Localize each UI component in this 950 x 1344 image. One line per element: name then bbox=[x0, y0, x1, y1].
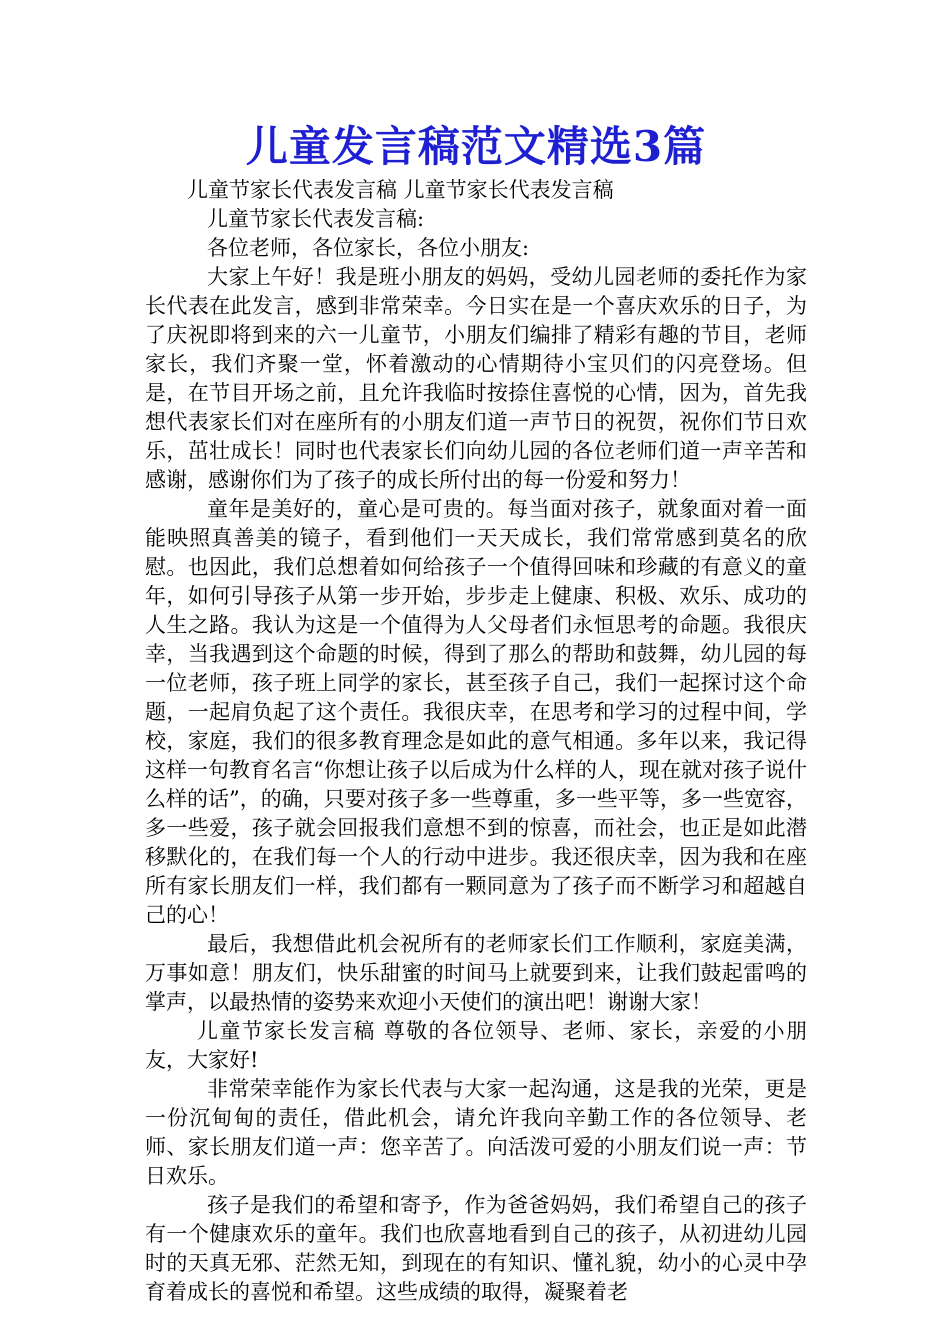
paragraph: 最后，我想借此机会祝所有的老师家长们工作顺利，家庭美满，万事如意！朋友们，快乐甜蜜的时间马上就要到来，让我们鼓起雷鸣的掌声，以最热情的姿势来欢迎小天使们的演出吧！谢谢大家！ bbox=[145, 932, 807, 1014]
document-body bbox=[145, 176, 807, 1307]
document-page bbox=[145, 118, 807, 1307]
document-title: 儿童发言稿范文精选3篇 bbox=[245, 122, 707, 171]
paragraph-greeting: 各位老师，各位家长，各位小朋友: bbox=[207, 236, 530, 260]
subtitle-line: 儿童节家长代表发言稿 儿童节家长代表发言稿 bbox=[187, 178, 614, 202]
paragraph: 孩子是我们的希望和寄予，作为爸爸妈妈，我们希望自己的孩子有一个健康欢乐的童年。我们也欣喜地看到自己的孩子，从初进幼儿园时的天真无邪、茫然无知，到现在的有知识、懂礼貌，幼小的心灵中孕育着成长的喜悦和希望。这些成绩的取得，凝聚着老 bbox=[145, 1193, 807, 1304]
paragraph-speech-heading: 儿童节家长代表发言稿: bbox=[207, 207, 425, 231]
paragraph: 童年是美好的，童心是可贵的。每当面对孩子，就象面对着一面能映照真善美的镜子，看到他们一天天成长，我们常常感到莫名的欣慰。也因此，我们总想着如何给孩子一个值得回味和珍藏的有意义的童年，如何引导孩子从第一步开始，步步走上健康、积极、欢乐、成功的人生之路。我认为这是一个值得为人父母者们永恒思考的命题。我很庆幸，当我遇到这个命题的时候，得到了那么的帮助和鼓舞，幼儿园的每一位老师，孩子班上同学的家长，甚至孩子自己，我们一起探讨这个命题，一起肩负起了这个责任。我很庆幸，在思考和学习的过程中间，学校，家庭，我们的很多教育理念是如此的意气相通。多年以来，我记得这样一句教育名言“你想让孩子以后成为什么样的人，现在就对孩子说什么样的话”，的确，只要对孩子多一些尊重，多一些平等，多一些宽容，多一些爱，孩子就会回报我们意想不到的惊喜，而社会，也正是如此潜移默化的，在我们每一个人的行动中进步。我还很庆幸，因为我和在座所有家长朋友们一样，我们都有一颗同意为了孩子而不断学习和超越自己的心！ bbox=[145, 497, 807, 927]
paragraph-second-speech-start: 儿童节家长发言稿 尊敬的各位领导、老师、家长，亲爱的小朋友，大家好! bbox=[145, 1019, 807, 1072]
paragraph: 大家上午好！我是班小朋友的妈妈，受幼儿园老师的委托作为家长代表在此发言，感到非常荣幸。今日实在是一个喜庆欢乐的日子，为了庆祝即将到来的六一儿童节，小朋友们编排了精彩有趣的节目，老师家长，我们齐聚一堂，怀着激动的心情期待小宝贝们的闪亮登场。但是，在节目开场之前，且允许我临时按捺住喜悦的心情，因为，首先我想代表家长们对在座所有的小朋友们道一声节日的祝贺，祝你们节日欢乐，茁壮成长！同时也代表家长们向幼儿园的各位老师们道一声辛苦和感谢，感谢你们为了孩子的成长所付出的每一份爱和努力！ bbox=[145, 265, 807, 492]
paragraph: 非常荣幸能作为家长代表与大家一起沟通，这是我的光荣，更是一份沉甸甸的责任，借此机会，请允许我向辛勤工作的各位领导、老师、家长朋友们道一声：您辛苦了。向活泼可爱的小朋友们说一声：节日欢乐。 bbox=[145, 1077, 807, 1188]
